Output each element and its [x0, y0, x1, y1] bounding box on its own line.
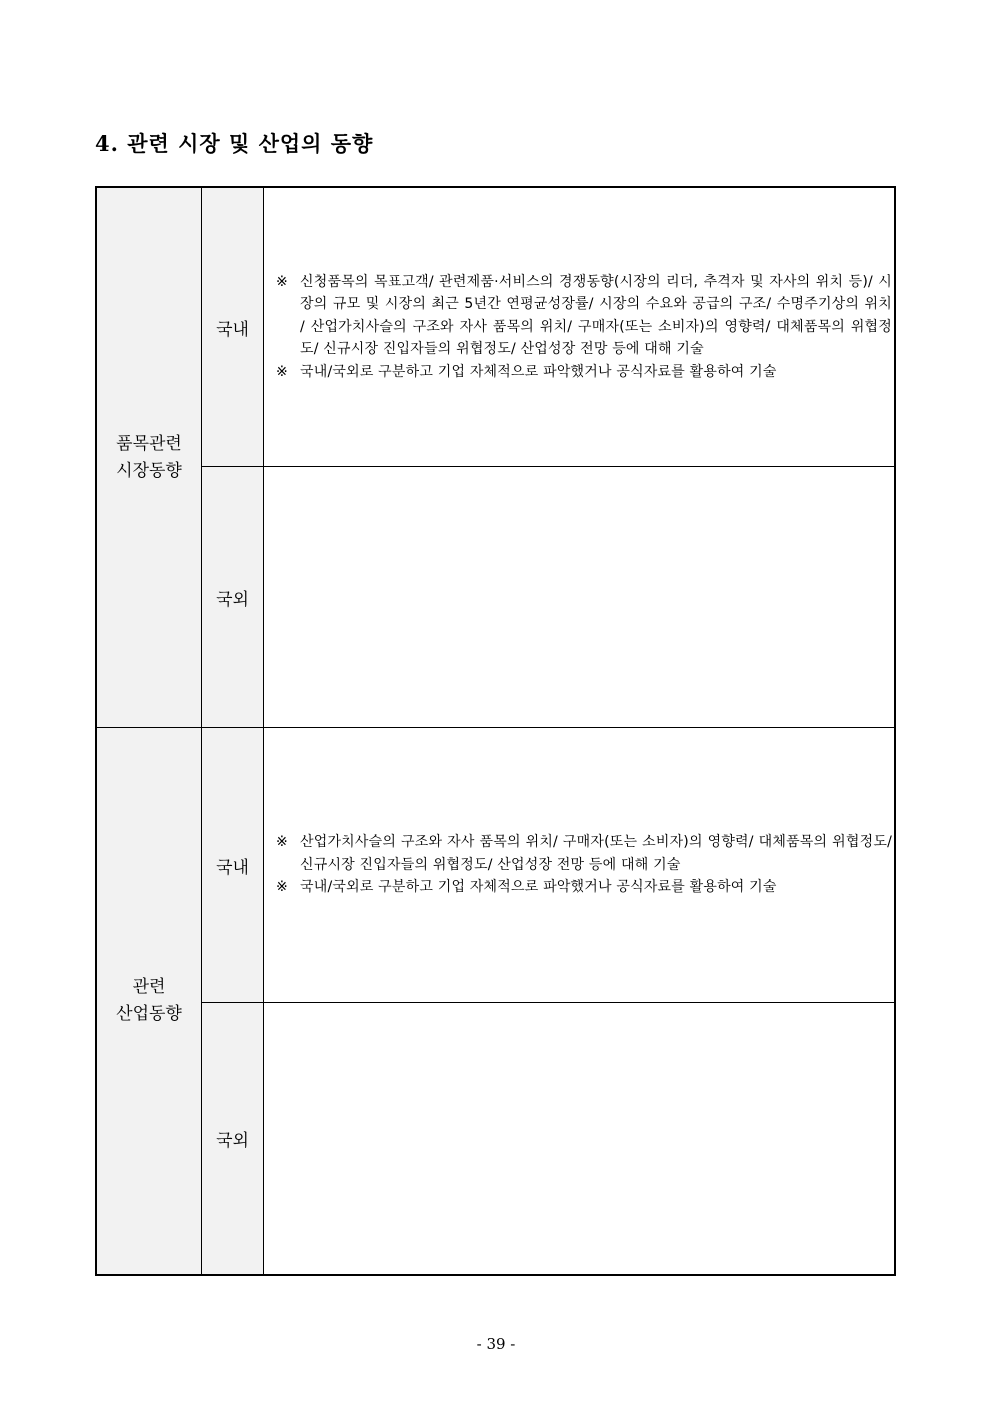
guide-note: [276, 271, 892, 361]
section-title: 4. 관련 시장 및 산업의 동향: [95, 131, 374, 156]
guide-note: [276, 361, 892, 384]
market-overseas-label-cell: [202, 467, 264, 727]
industry-domestic-content[interactable]: [264, 728, 894, 1002]
guide-note-text: 국내/국외로 구분하고 기업 자체적으로 파악했거나 공식자료를 활용하여 기술: [300, 879, 777, 896]
reference-mark-icon: ※: [276, 879, 288, 896]
industry-domestic-notes: [276, 831, 892, 899]
market-trend-category-cell: [97, 188, 202, 727]
market-domestic-notes: [276, 271, 892, 384]
reference-mark-icon: ※: [276, 363, 288, 380]
market-trend-label-line1: 품목관련: [116, 433, 182, 454]
market-overseas-content[interactable]: [264, 467, 894, 727]
industry-overseas-label: 국외: [216, 1131, 249, 1151]
page-number: - 39 -: [476, 1335, 516, 1353]
industry-domestic-label: 국내: [216, 857, 249, 878]
guide-note: [276, 831, 892, 876]
industry-trend-label-line1: 관련: [132, 977, 166, 997]
reference-mark-icon: ※: [276, 834, 288, 851]
reference-mark-icon: ※: [276, 273, 288, 290]
market-trend-label-line2: 시장동향: [116, 460, 182, 481]
market-domestic-content[interactable]: [264, 188, 894, 466]
guide-note-text: 산업가치사슬의 구조와 자사 품목의 위치/ 구매자(또는 소비자)의 영향력/ 대체품목의 위협정도/ 신규시장 진입자들의 위협정도/ 산업성장 전망 등에 대해 기술: [300, 834, 892, 873]
industry-trend-label-line2: 산업동향: [116, 1004, 182, 1024]
market-domestic-label-cell: [202, 188, 264, 466]
industry-trend-category-cell: [97, 728, 202, 1274]
market-domestic-label: 국내: [216, 319, 249, 340]
trend-table: [95, 186, 896, 1276]
guide-note: [276, 876, 892, 899]
industry-overseas-label-cell: [202, 1003, 264, 1274]
guide-note-text: 신청품목의 목표고객/ 관련제품·서비스의 경쟁동향(시장의 리더, 추격자 및 자사의 위치 등)/ 시장의 규모 및 시장의 최근 5년간 연평균성장률/ 시장의 수요와 공급의 구조/ 수명주기상의 위치 / 산업가치사슬의 구조와 자사 품목의 위치/ 구매자(또는 소비자)의 영향력/ 대체품목의 위협정도/ 신규시장 진입자들의 위협정도/ 산업성장 전망 등에 대해 기술: [300, 273, 892, 358]
industry-domestic-label-cell: [202, 728, 264, 1002]
industry-overseas-content[interactable]: [264, 1003, 894, 1274]
guide-note-text: 국내/국외로 구분하고 기업 자체적으로 파악했거나 공식자료를 활용하여 기술: [300, 363, 777, 380]
market-overseas-label: 국외: [216, 589, 249, 610]
